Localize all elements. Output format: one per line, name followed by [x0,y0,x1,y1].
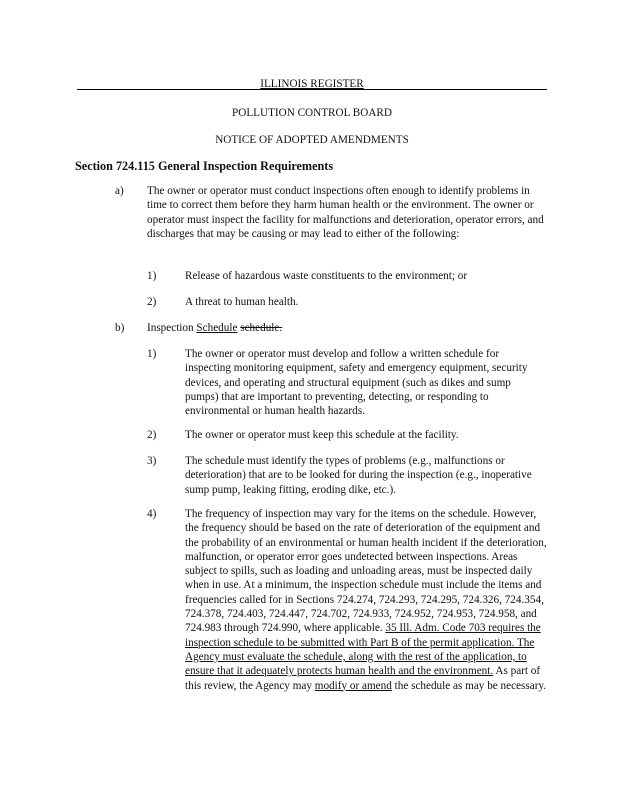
para-a-item-1-num: 1) [147,270,157,282]
para-b-item-1-text: The owner or operator must develop and follow a written schedule for inspecting monitoring equipment, safety and emergency equipment, security devices, and operating and structural equipment (such as dikes and sump pumps) that are important to preventing, detecting, or responding to environmental or human health hazards. [185,348,528,418]
para-b-item-1-num: 1) [147,348,157,360]
notice-header: NOTICE OF ADOPTED AMENDMENTS [215,134,409,146]
board-header: POLLUTION CONTROL BOARD [232,107,392,119]
section-title: Section 724.115 General Inspection Requirements [75,159,334,173]
para-b-lead: Inspection [147,322,194,334]
para-b-item-4-num: 4) [147,508,157,520]
register-header: ILLINOIS REGISTER [260,78,364,90]
item-4-inserted-2: modify or amend [314,679,392,692]
para-a-text: The owner or operator must conduct inspections often enough to identify problems in time to correct them before they harm human health or the environment. The owner or operator must inspect the facility for malfunctions and deterioration, operator errors, and discharges that may be causing or may lead to either of the following: [147,185,544,240]
para-b-label: b) [115,322,125,334]
para-a-item-1-text: Release of hazardous waste constituents to the environment; or [185,270,468,282]
para-b-heading [147,321,547,335]
para-b-inserted: Schedule [196,322,238,334]
para-b-item-2-num: 2) [147,429,157,441]
para-b-item-4-text [185,507,547,693]
item-4-plain-3: the schedule as may be necessary. [394,679,547,692]
para-a-item-2-num: 2) [147,296,157,308]
para-a-label: a) [115,185,124,197]
para-b-item-3-num: 3) [147,455,157,467]
para-a-item-2-text: A threat to human health. [185,296,299,308]
item-4-plain-1: The frequency of inspection may vary for the items on the schedule. However, the frequency should be based on the rate of deterioration of the equipment and the probability of an environmental or human health incident if the deterioration, malfunction, or operator error goes undetected between inspections. Areas subject to spills, such as loading and unloading areas, must be inspected daily when in use. At a minimum, the inspection schedule must include the items and frequencies called for in Sections 724.274, 724.293, 724.295, 724.326, 724.354, 724.378, 724.403, 724.447, 724.702, 724.933, 724.952, 724.953, 724.958, and 724.983 through 724.990, where applicable. [185,508,547,635]
para-b-item-2-text: The owner or operator must keep this schedule at the facility. [185,429,459,441]
para-b-deleted: schedule. [240,322,283,334]
item-4-plain-2: As part of this review, the Agency may [185,665,541,692]
item-4-inserted-1: 35 Ill. Adm. Code 703 requires the inspection schedule to be submitted with Part B of the permit application. The Agency must evaluate the schedule, along with the rest of the application, to ensure that it adequately protects human health and the environment. [185,622,541,678]
para-b-item-3-text: The schedule must identify the types of problems (e.g., malfunctions or deterioration) that are to be looked for during the inspection (e.g., inoperative sump pump, leaking fitting, eroding dike, etc.). [185,455,532,496]
